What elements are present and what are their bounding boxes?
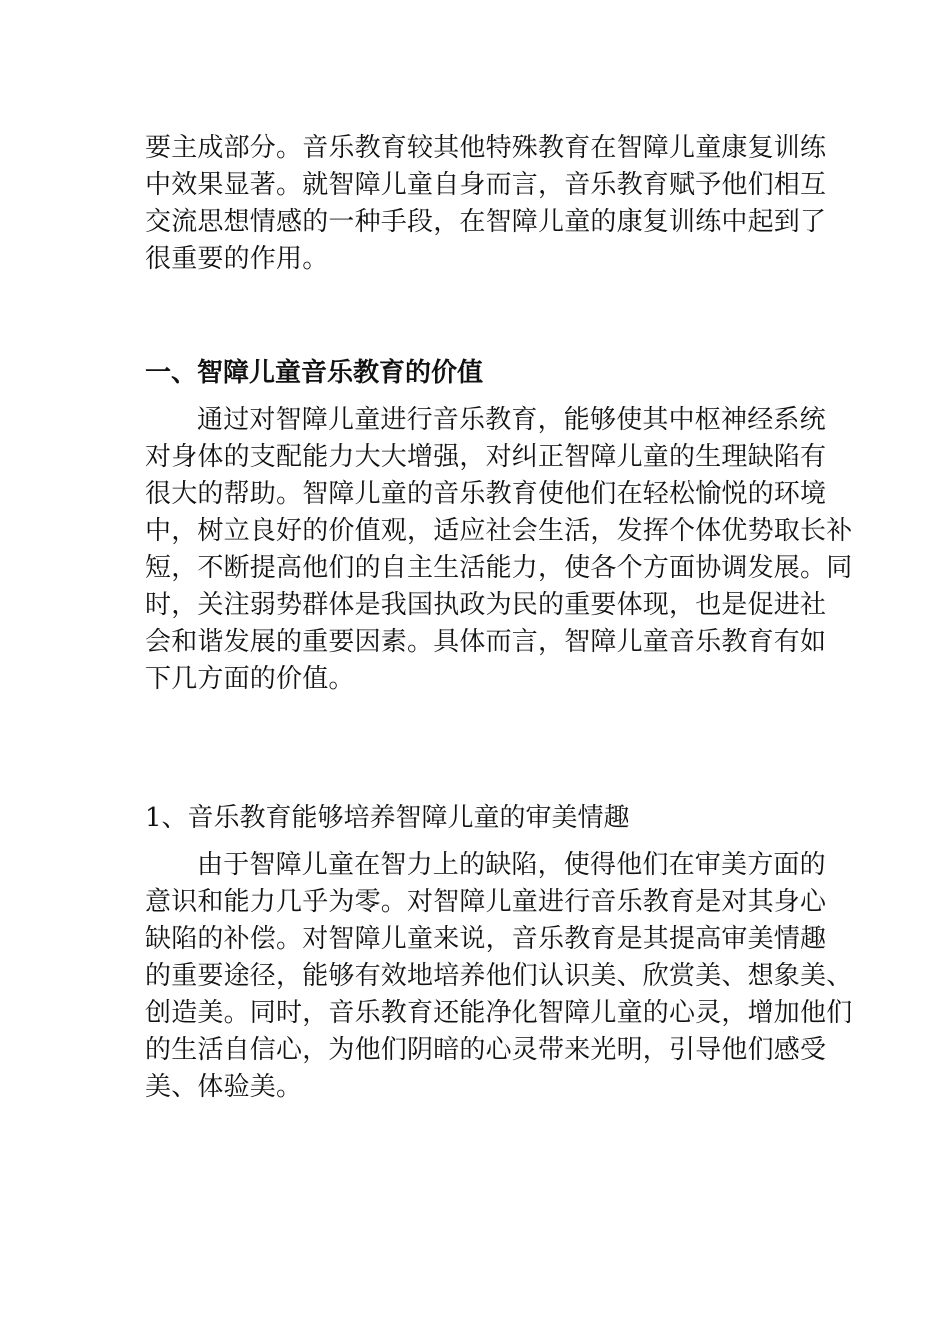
text-line: 对身体的支配能力大大增强，对纠正智障儿童的生理缺陷有	[145, 442, 827, 472]
text-line: 的重要途径，能够有效地培养他们认识美、欣赏美、想象美、	[145, 961, 853, 991]
text-line: 下几方面的价值。	[145, 664, 355, 694]
subsection-paragraph	[145, 847, 853, 1106]
text-line: 会和谐发展的重要因素。具体而言，智障儿童音乐教育有如	[145, 627, 827, 657]
text-line: 很大的帮助。智障儿童的音乐教育使他们在轻松愉悦的环境	[145, 479, 827, 509]
text-line: 由于智障儿童在智力上的缺陷，使得他们在审美方面的	[197, 850, 826, 880]
text-line: 缺陷的补偿。对智障儿童来说，音乐教育是其提高审美情趣	[145, 924, 827, 954]
text-line: 时，关注弱势群体是我国执政为民的重要体现，也是促进社	[145, 590, 827, 620]
section-heading: 一、智障儿童音乐教育的价值	[145, 358, 484, 388]
text-line: 要主成部分。音乐教育较其他特殊教育在智障儿童康复训练	[145, 133, 827, 163]
subsection-heading: 1、音乐教育能够培养智障儿童的审美情趣	[145, 803, 630, 833]
text-line: 通过对智障儿童进行音乐教育，能够使其中枢神经系统	[197, 405, 826, 435]
text-line: 美、体验美。	[145, 1072, 303, 1102]
text-line: 很重要的作用。	[145, 244, 329, 274]
intro-paragraph	[145, 130, 827, 278]
text-line: 意识和能力几乎为零。对智障儿童进行音乐教育是对其身心	[145, 887, 827, 917]
text-line: 的生活自信心，为他们阴暗的心灵带来光明，引导他们感受	[145, 1035, 827, 1065]
text-line: 中效果显著。就智障儿童自身而言，音乐教育赋予他们相互	[145, 170, 827, 200]
text-line: 创造美。同时，音乐教育还能净化智障儿童的心灵，增加他们	[145, 998, 853, 1028]
section-paragraph	[145, 402, 853, 698]
text-line: 短，不断提高他们的自主生活能力，使各个方面协调发展。同	[145, 553, 853, 583]
text-line: 交流思想情感的一种手段，在智障儿童的康复训练中起到了	[145, 207, 827, 237]
text-line: 中，树立良好的价值观，适应社会生活，发挥个体优势取长补	[145, 516, 853, 546]
